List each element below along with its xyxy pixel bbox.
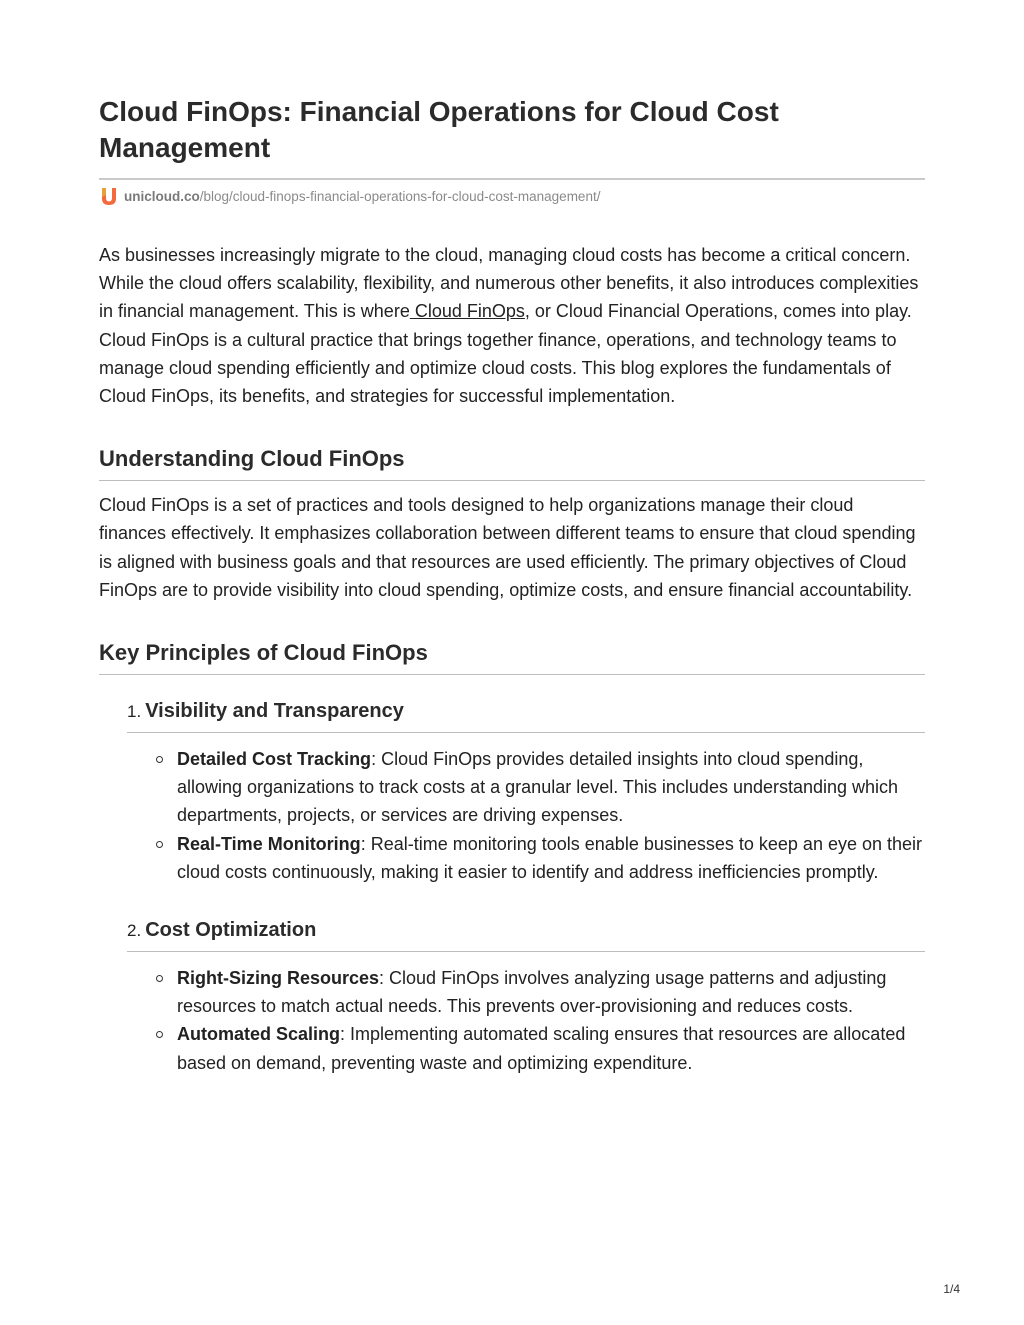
principle-number: 1.: [127, 702, 142, 722]
sub-item: [177, 745, 925, 830]
principle-title: Cost Optimization: [145, 919, 317, 942]
source-link[interactable]: [124, 189, 600, 204]
page-title: Cloud FinOps: Financial Operations for Cloud Cost Management: [99, 94, 925, 180]
circle-bullet-icon: [156, 756, 163, 763]
principle-item: [127, 697, 925, 886]
sub-item: [177, 1020, 925, 1076]
sub-text: : Real-time monitoring tools enable businesses to keep an eye on their cloud costs continuously, making it easier to identify and address inefficiencies promptly.: [177, 833, 923, 882]
section-heading-principles: Key Principles of Cloud FinOps: [99, 638, 925, 675]
circle-bullet-icon: [156, 975, 163, 982]
circle-bullet-icon: [156, 1031, 163, 1038]
principle-item: [127, 916, 925, 1077]
sub-text: : Cloud FinOps involves analyzing usage patterns and adjusting resources to match actual needs. This prevents over-provisioning and reduces costs.: [177, 968, 887, 1017]
principles-list: [99, 697, 925, 1077]
sub-term: Detailed Cost Tracking: [177, 749, 372, 770]
section-heading-understanding: Understanding Cloud FinOps: [99, 444, 925, 481]
source-domain: unicloud.co: [124, 188, 200, 204]
source-line: [99, 186, 925, 206]
principle-heading-row: [127, 697, 925, 733]
cloud-finops-link[interactable]: Cloud FinOps: [409, 301, 525, 322]
sub-term: Right-Sizing Resources: [177, 968, 380, 989]
sub-list: [127, 964, 925, 1077]
principle-title: Visibility and Transparency: [145, 700, 404, 723]
sub-list: [127, 745, 925, 886]
sub-term: Automated Scaling: [177, 1024, 341, 1045]
intro-paragraph: [99, 241, 925, 410]
understanding-paragraph: Cloud FinOps is a set of practices and tools designed to help organizations manage their cloud finances effectively. It emphasizes collaboration between different teams to ensure that cloud spending is aligned with business goals and that resources are used efficiently. The primary objectives of Cloud FinOps are to provide visibility into cloud spending, optimize costs, and ensure financial accountability.: [99, 495, 916, 600]
principle-number: 2.: [127, 921, 142, 941]
u-logo-icon: [99, 186, 119, 206]
intro-text-after: , or Cloud Financial Operations, comes into play. Cloud FinOps is a cultural practice that brings together finance, operations, and technology teams to manage cloud spending efficiently and optimize cloud costs. This blog explores the fundamentals of Cloud FinOps, its benefits, and strategies for successful implementation.: [99, 301, 912, 407]
sub-item: [177, 830, 925, 886]
circle-bullet-icon: [156, 841, 163, 848]
principle-heading-row: [127, 916, 925, 952]
sub-term: Real-Time Monitoring: [177, 833, 361, 854]
sub-text: : Implementing automated scaling ensures that resources are allocated based on demand, preventing waste and optimizing expenditure.: [177, 1024, 906, 1073]
intro-text-before: As businesses increasingly migrate to the cloud, managing cloud costs has become a critical concern. While the cloud offers scalability, flexibility, and numerous other benefits, it also introduces complexities in financial management. This is where: [99, 245, 919, 322]
sub-item: [177, 964, 925, 1020]
source-path: /blog/cloud-finops-financial-operations-for-cloud-cost-management/: [199, 188, 601, 204]
page-number: 1/4: [943, 1282, 960, 1296]
sub-text: : Cloud FinOps provides detailed insights into cloud spending, allowing organizations to track costs at a granular level. This includes understanding which departments, projects, or services are driving expenses.: [177, 749, 899, 826]
document-page: [99, 94, 925, 1077]
